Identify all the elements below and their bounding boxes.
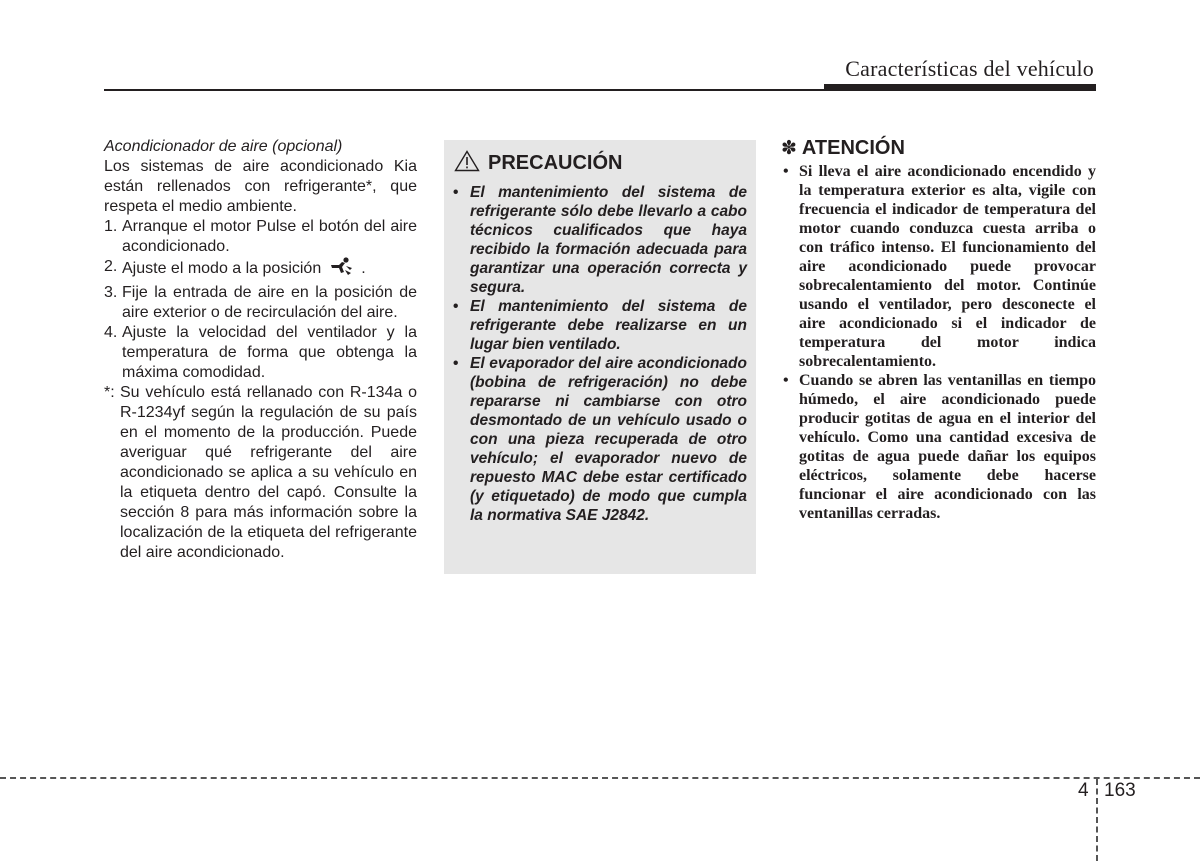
step-text: Fije la entrada de aire en la posición de aire exterior o de recirculación del aire. bbox=[122, 284, 417, 321]
step-text: Ajuste la velocidad del ventilador y la temperatura de forma que obtenga la máxima comodidad. bbox=[122, 324, 417, 381]
attention-item bbox=[781, 371, 1096, 523]
bullet: • bbox=[783, 372, 789, 389]
bullet: • bbox=[453, 184, 459, 201]
step-item bbox=[104, 257, 417, 283]
caution-item bbox=[453, 354, 747, 525]
footer-rule bbox=[0, 777, 1200, 779]
section-subtitle: Acondicionador de aire (opcional) bbox=[104, 138, 343, 155]
caution-item-text: El evaporador del aire acondicionado (bobina de refrigeración) no debe repararse ni cambiarse con otro desmontado de un vehículo usado o con una pieza recuperada de otro vehículo; el evaporador nuevo de repuesto MAC debe estar certificado (y etiquetado) de modo que cumpla la normativa SAE J2842. bbox=[470, 355, 747, 524]
attention-list bbox=[781, 162, 1096, 523]
footer-vertical-rule bbox=[1096, 779, 1098, 861]
footnote-mark: *: bbox=[104, 384, 115, 401]
attention-section bbox=[781, 137, 1096, 523]
warning-triangle-icon bbox=[454, 150, 480, 177]
step-number: 4. bbox=[104, 324, 118, 341]
caution-list bbox=[453, 183, 747, 525]
steps-list bbox=[104, 217, 417, 383]
attention-item-text: Cuando se abren las ventanillas en tiempo húmedo, el aire acondicionado puede producir gotitas de agua en el interior del vehículo. Como una cantidad excesiva de gotitas de agua puede dañar los equipos eléctricos, solamente debe hacerse funcionar el aire acondicionado con las ventanillas cerradas. bbox=[799, 372, 1096, 522]
page-number: 163 bbox=[1104, 780, 1136, 801]
attention-title: ATENCIÓN bbox=[801, 137, 905, 159]
attention-star-icon: ✽ bbox=[781, 138, 797, 159]
bullet: • bbox=[453, 355, 459, 372]
caution-box bbox=[444, 140, 756, 574]
header-rule-thick bbox=[824, 84, 1096, 90]
page-header-title: Características del vehículo bbox=[845, 56, 1094, 81]
footnote bbox=[104, 383, 417, 563]
intro-paragraph: Los sistemas de aire acondicionado Kia están rellenados con refrigerante*, que respeta el medio ambiente. bbox=[104, 158, 417, 215]
caution-item-text: El mantenimiento del sistema de refrigerante sólo debe llevarlo a cabo técnicos cualificados que haya recibido la formación adecuada para garantizar una operación correcta y segura. bbox=[470, 184, 747, 296]
step-number: 1. bbox=[104, 218, 118, 235]
step-item bbox=[104, 323, 417, 383]
attention-item-text: Si lleva el aire acondicionado encendido y la temperatura exterior es alta, vigile con frecuencia el indicador de temperatura del motor cuando conduzca cuesta arriba o con tráfico intenso. El funcionamiento del aire acondicionado puede provocar sobrecalentamiento del motor. Continúe usando el ventilador, pero desconecte el aire acondicionado si el indicador de temperatura del motor indica sobrecalentamiento. bbox=[799, 163, 1096, 370]
step-text-end: . bbox=[361, 260, 366, 277]
caution-title: PRECAUCIÓN bbox=[488, 152, 623, 174]
step-number: 3. bbox=[104, 284, 118, 301]
step-text: Arranque el motor Pulse el botón del aire acondicionado. bbox=[122, 218, 417, 255]
bullet: • bbox=[783, 163, 789, 180]
left-column bbox=[104, 137, 417, 563]
bullet: • bbox=[453, 298, 459, 315]
caution-item bbox=[453, 297, 747, 354]
floor-vent-mode-icon bbox=[329, 257, 355, 283]
chapter-number: 4 bbox=[1078, 780, 1089, 801]
step-item bbox=[104, 283, 417, 323]
step-item bbox=[104, 217, 417, 257]
attention-header bbox=[781, 137, 1096, 160]
caution-item bbox=[453, 183, 747, 297]
caution-item-text: El mantenimiento del sistema de refrigerante debe realizarse en un lugar bien ventilado. bbox=[470, 298, 747, 353]
caution-header bbox=[453, 150, 747, 177]
step-number: 2. bbox=[104, 258, 118, 275]
footnote-text: Su vehículo está rellanado con R-134a o R-1234yf según la regulación de su país en el momento de la producción. Puede averiguar qué refrigerante del aire acondicionado se aplica a su vehículo en la etiqueta dentro del capó. Consulte la sección 8 para más información sobre la localización de la etiqueta del refrigerante del aire acondicionado. bbox=[120, 384, 417, 561]
attention-item bbox=[781, 162, 1096, 371]
step-text: Ajuste el modo a la posición bbox=[122, 260, 322, 277]
